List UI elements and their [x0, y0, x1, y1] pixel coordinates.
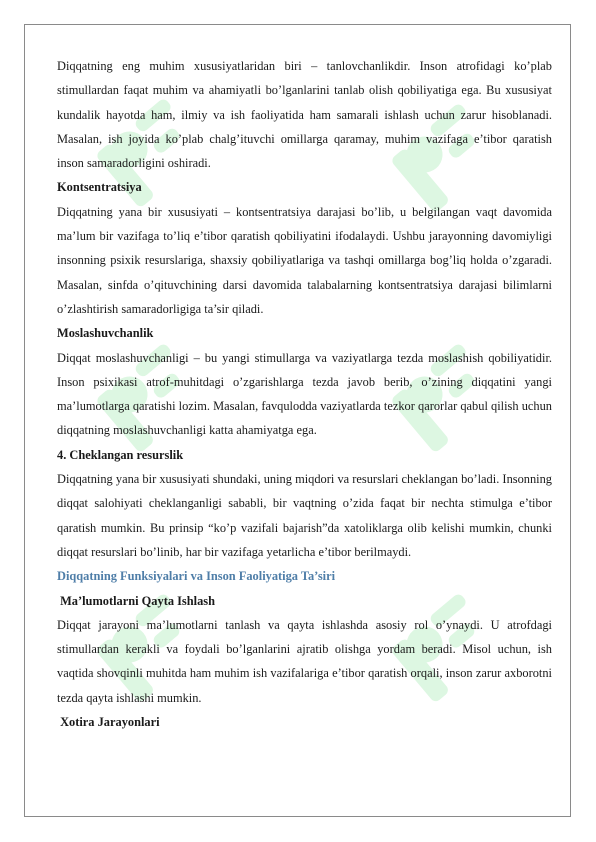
heading-kontsentratsiya: Kontsentratsiya — [57, 180, 142, 195]
paragraph-kontsentratsiya: Diqqatning yana bir xususiyati – kontsentratsiya darajasi bo’lib, u belgilangan vaqt davomida ma’lum bir vazifaga to’liq e’tibor qaratish qobiliyatini ifodalaydi. Ushbu jarayonning davomiyligi insonning psixik resurslariga, shaxsiy qobiliyatlariga va tashqi omillarga bog’liq holda o’zgaradi. Masalan, sinfda o’qituvchining darsi davomida talabalarning kontsentratsiya darajasi bilimlarni o’zlashtirish samaradorligiga ta’sir qiladi. — [57, 204, 552, 316]
document-body — [57, 54, 552, 734]
heading-moslashuvchanlik: Moslashuvchanlik — [57, 326, 154, 341]
section-title-funksiyalar: Diqqatning Funksiyalari va Inson Faoliyatiga Ta’siri — [57, 569, 336, 584]
paragraph-tanlovchanlik: Diqqatning eng muhim xususiyatlaridan biri – tanlovchanlikdir. Inson atrofidagi ko’plab stimullardan faqat muhim va ahamiyatli bo’lganlarini tanlab olish qobiliyatiga ega. Bu xususiyat kundalik hayotda ham, ilmiy va ish faoliyatida ham samarali ishlash uchun zarur hisoblanadi. Masalan, ish joyida ko’plab chalg’ituvchi omillarga qaramay, muhim vazifaga e’tibor qaratish inson samaradorligini oshiradi. — [57, 59, 552, 171]
paragraph-cheklangan-resurslik: Diqqatning yana bir xususiyati shundaki, uning miqdori va resurslari cheklangan bo’ladi. Insonning diqqat salohiyati cheklanganligi sababli, bir vaqtning o’zida faqat bir nechta stimulga e’tibor qaratish mumkin. Bu prinsip “ko’p vazifali bajarish”da xatoliklarga olib kelishi mumkin, chunki diqqat resurslari bo’linib, har bir vazifaga yetarlicha e’tibor berilmaydi. — [57, 472, 552, 559]
paragraph-moslashuvchanlik: Diqqat moslashuvchanligi – bu yangi stimullarga va vaziyatlarga tezda moslashish qobiliyatidir. Inson psixikasi atrof-muhitdagi o’zgarishlarga tezda javob berib, o’zining diqqatini yangi ma’lumotlarga qaratishi lozim. Masalan, favqulodda vaziyatlarda tezkor qarorlar qabul qilish uchun diqqatning moslashuvchanligi katta ahamiyatga ega. — [57, 350, 552, 438]
heading-malumotlarni-qayta-ishlash: Ma’lumotlarni Qayta Ishlash — [57, 593, 215, 608]
heading-xotira-jarayonlari: Xotira Jarayonlari — [57, 715, 160, 730]
paragraph-malumotlarni-qayta-ishlash: Diqqat jarayoni ma’lumotlarni tanlash va qayta ishlashda asosiy rol o’ynaydi. U atrofdagi stimullardan kerakli va foydali bo’lganlarini ajratib olishga yordam beradi. Misol uchun, ish vaqtida shovqinli muhitda ham muhim ish vazifalariga e’tibor qaratish orqali, inson zarur axborotni tezda qayta ishlashi mumkin. — [57, 617, 552, 705]
heading-cheklangan-resurslik: 4. Cheklangan resurslik — [57, 447, 184, 462]
